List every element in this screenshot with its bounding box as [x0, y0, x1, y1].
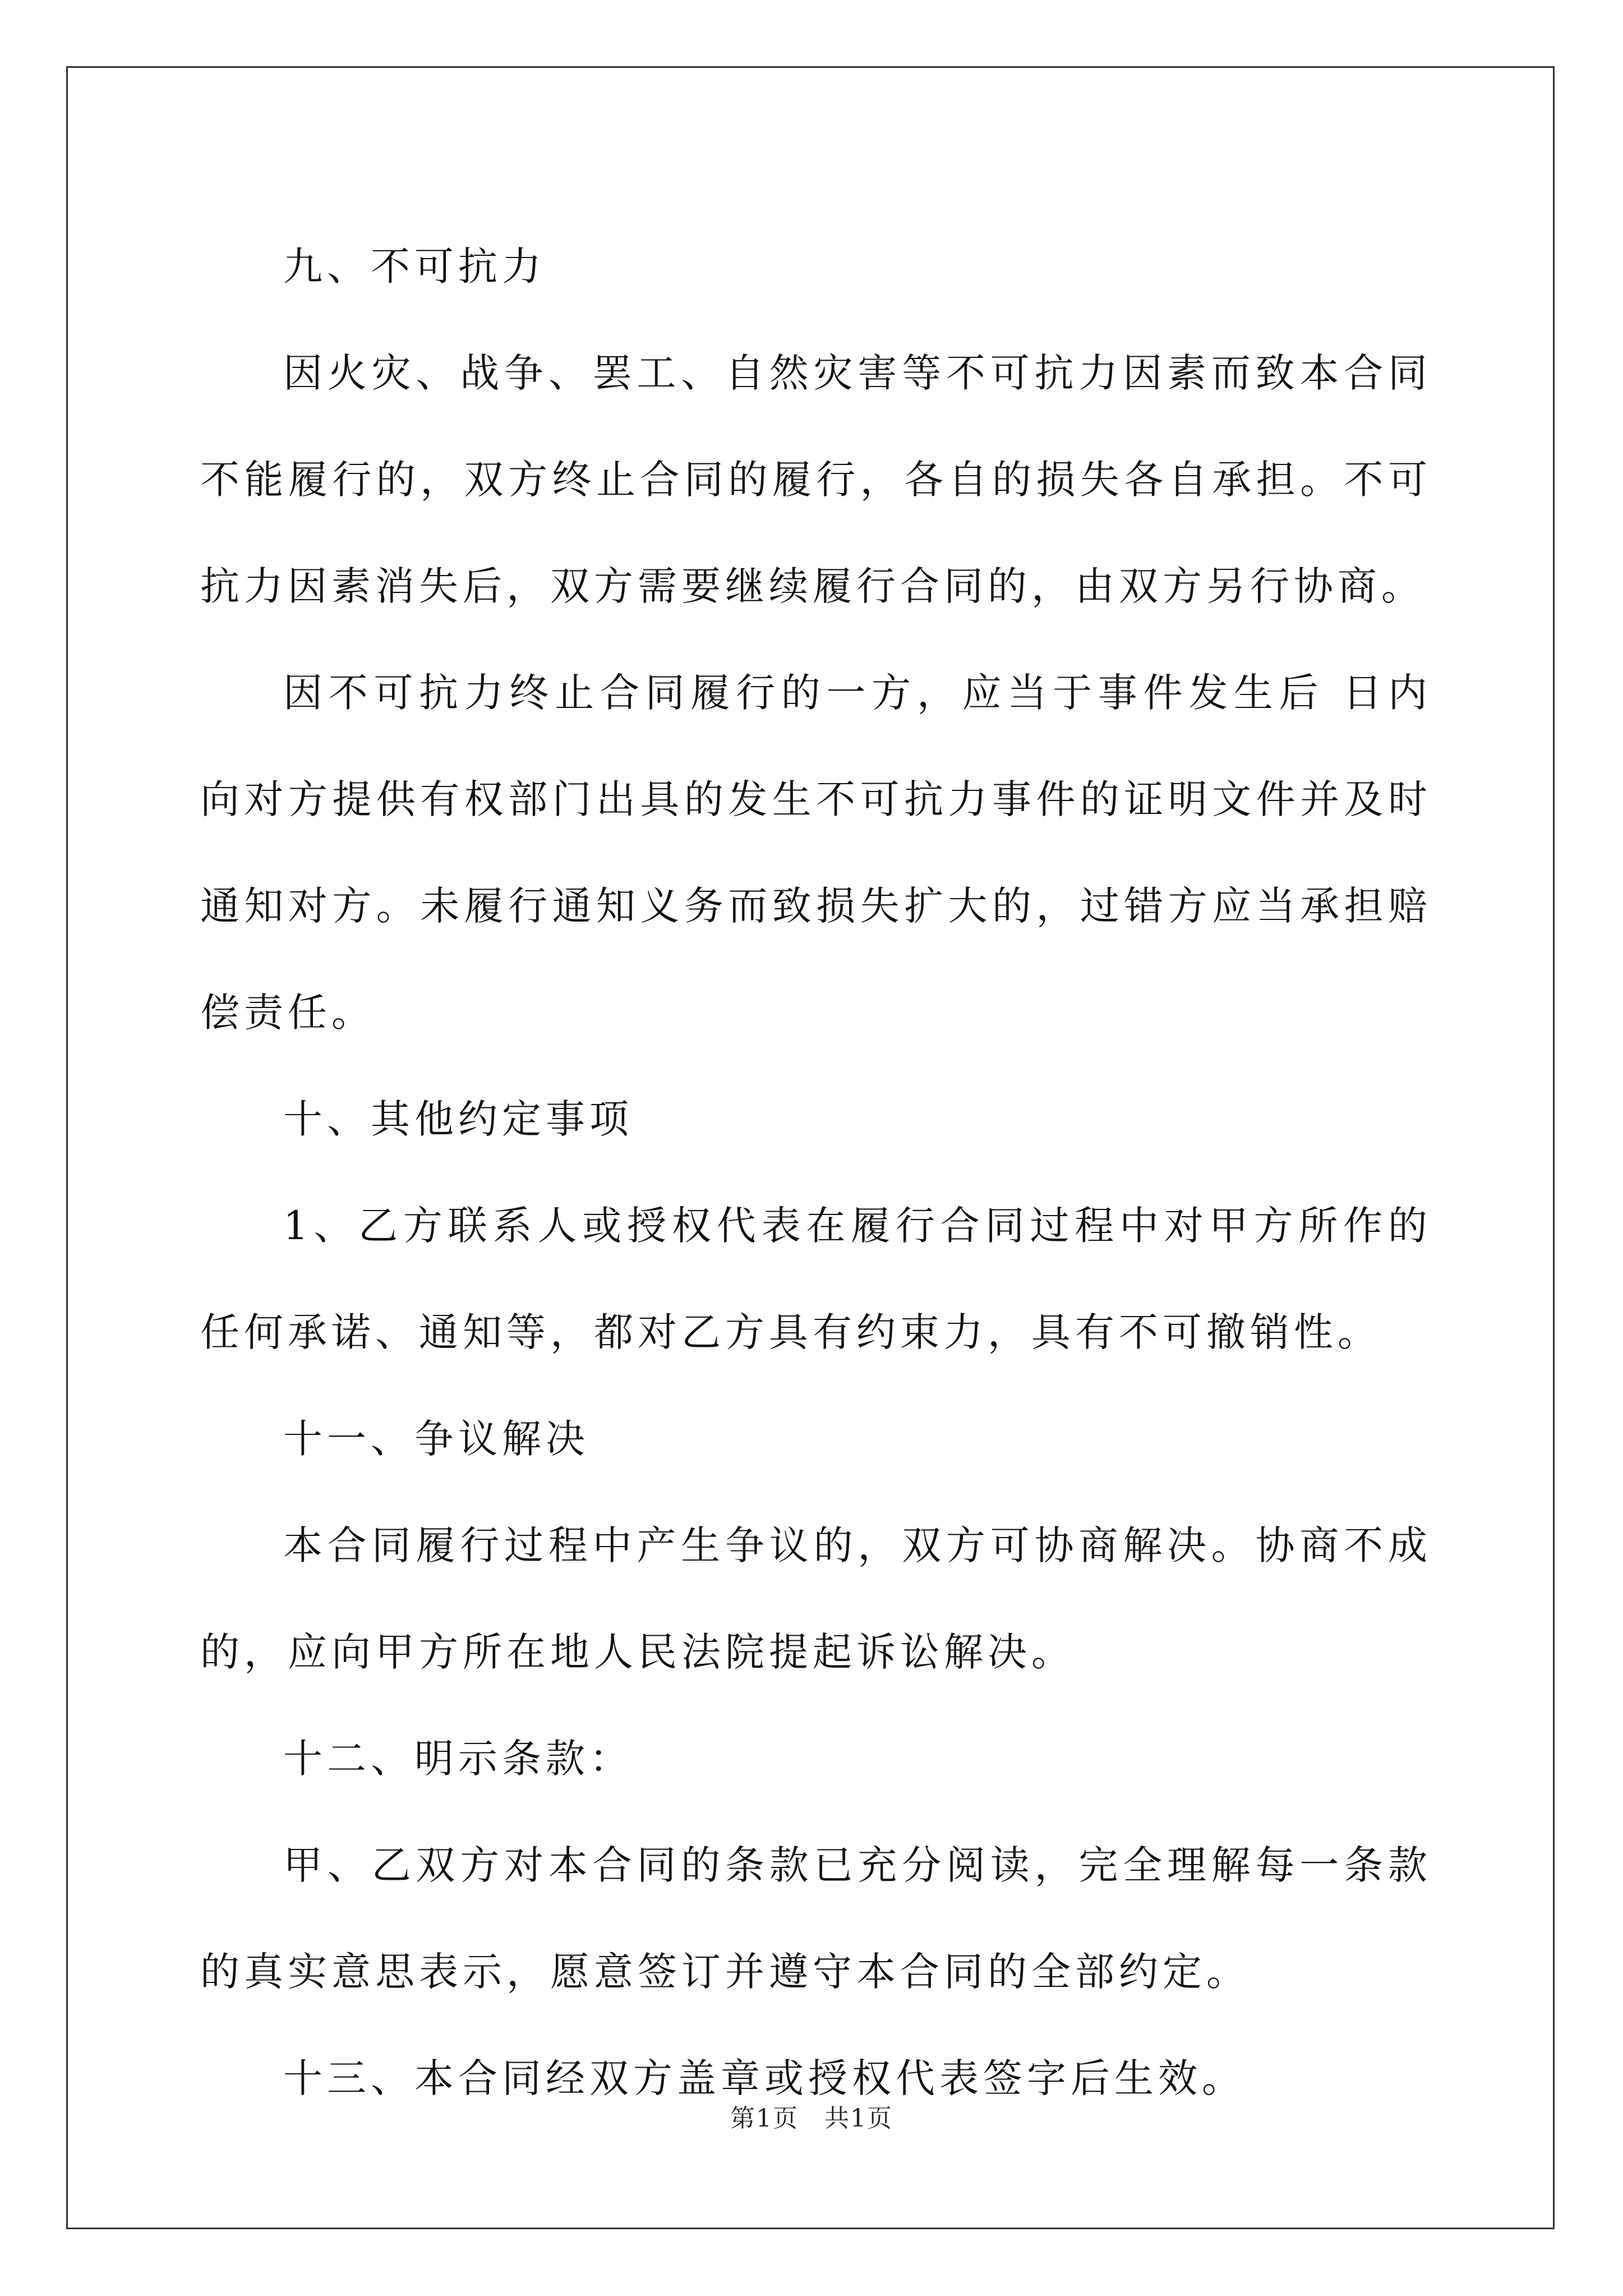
page-number-footer: 第1页 共1页: [730, 2104, 893, 2133]
section-heading-effectiveness: 十三、本合同经双方盖章或授权代表签字后生效。: [283, 2055, 1246, 2101]
paragraph-explicit-terms: 甲、乙双方对本合同的条款已充分阅读，完全理解每一条款的真实意思表示，愿意签订并遵守本合同的全部约定。: [200, 1842, 1432, 1995]
paragraph-force-majeure-2: 因不可抗力终止合同履行的一方，应当于事件发生后 日内向对方提供有权部门出具的发生不可抗力事件的证明文件并及时通知对方。未履行通知义务而致损失扩大的，过错方应当承担赔偿责任。: [200, 670, 1432, 1036]
section-heading-force-majeure: 九、不可抗力: [283, 243, 546, 289]
document-body: [200, 213, 1432, 2132]
section-heading-other-matters: 十、其他约定事项: [283, 1096, 633, 1142]
section-heading-dispute-resolution: 十一、争议解决: [283, 1416, 589, 1462]
section-heading-explicit-terms: 十二、明示条款：: [283, 1736, 633, 1782]
paragraph-other-matters-1: 1、乙方联系人或授权代表在履行合同过程中对甲方所作的任何承诺、通知等，都对乙方具有约束力，具有不可撤销性。: [200, 1203, 1432, 1355]
paragraph-force-majeure-1: 因火灾、战争、罢工、自然灾害等不可抗力因素而致本合同不能履行的，双方终止合同的履行，各自的损失各自承担。不可抗力因素消失后，双方需要继续履行合同的，由双方另行协商。: [200, 350, 1432, 609]
paragraph-dispute-resolution: 本合同履行过程中产生争议的，双方可协商解决。协商不成的，应向甲方所在地人民法院提起诉讼解决。: [200, 1522, 1432, 1675]
